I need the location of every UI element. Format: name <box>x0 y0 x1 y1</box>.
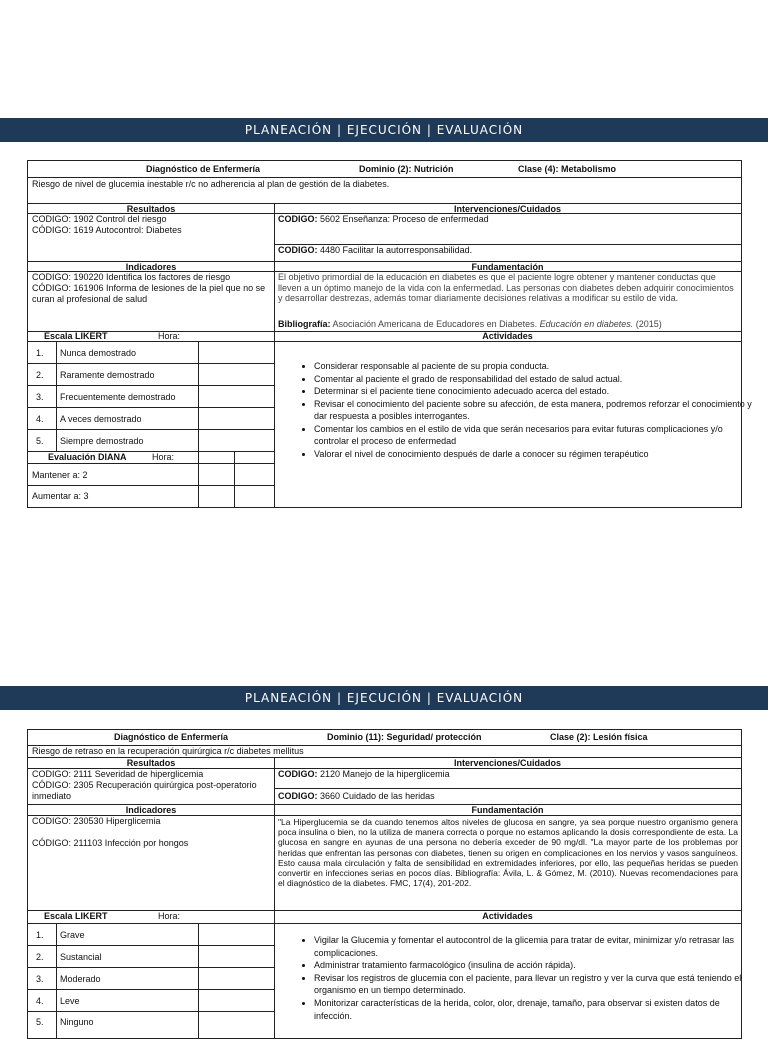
resultado-1: CODIGO: 1902 Control del riesgo <box>32 214 167 224</box>
aumentar-value: Aumentar a: 3 <box>32 491 89 501</box>
intervenciones-header: Intervenciones/Cuidados <box>453 204 562 214</box>
likert-number: 2. <box>36 952 44 962</box>
diagnosis-text: Riesgo de retraso en la recuperación quirúrgica r/c diabetes mellitus <box>32 746 304 756</box>
section2-care-plan-table <box>27 729 742 1039</box>
likert-number: 5. <box>36 1017 44 1027</box>
likert-label: Frecuentemente demostrado <box>60 392 176 402</box>
actividad-item: • Comentar los cambios en el estilo de vida que serán necesarios para evitar futuras complicaciones y/o controlar el proceso de enfermedad <box>314 423 754 448</box>
likert-label: Moderado <box>60 974 101 984</box>
resultado-1: CODIGO: 2111 Severidad de hiperglicemia <box>32 769 204 779</box>
indicador-1: CODIGO: 230530 Hiperglicemia <box>32 816 161 826</box>
indicador-1: CODIGO: 190220 Identifica los factores de riesgo <box>32 272 231 282</box>
actividades-header: Actividades <box>482 331 533 341</box>
indicadores-header: Indicadores <box>125 805 177 815</box>
likert-number: 1. <box>36 348 44 358</box>
likert-number: 4. <box>36 996 44 1006</box>
escala-likert-label: Escala LIKERT <box>44 331 108 341</box>
likert-label: A veces demostrado <box>60 414 142 424</box>
fundamentacion-header: Fundamentación <box>471 805 544 815</box>
hora-label: Hora: <box>158 911 181 921</box>
resultado-2: CÓDIGO: 1619 Autocontrol: Diabetes <box>32 225 182 235</box>
diagnostico-label: Diagnóstico de Enfermería <box>146 164 261 174</box>
bibliografia: Bibliografía: Asociación Americana de Educadores en Diabetes. Educación en diabetes. (2015) <box>278 319 662 329</box>
fundamentacion-text: El objetivo primordial de la educación en diabetes es que el paciente logre obtener y mantener conductas que lleven a un óptimo manejo de la vida con la enfermedad. Las personas con diabetes deben adquirir conocimientos y desarrollar destrezas, además tomar diariamente decisiones relativas a modificar su estilo de vida. <box>278 272 734 303</box>
resultados-header: Resultados <box>126 204 176 214</box>
mantener-value: Mantener a: 2 <box>32 470 88 480</box>
actividad-item: • Determinar si el paciente tiene conocimiento adecuado acerca del estado. <box>314 385 754 398</box>
actividad-item: • Vigilar la Glucemia y fomentar el autocontrol de la glicemia para tratar de evitar, minimizar y/o retrasar las complicaciones. <box>314 934 760 959</box>
likert-label: Leve <box>60 996 80 1006</box>
resultado-2: CÓDIGO: 2305 Recuperación quirúrgica post-operatorio inmediato <box>32 780 257 801</box>
likert-label: Nunca demostrado <box>60 348 137 358</box>
dominio-label: Dominio (11): Seguridad/ protección <box>327 732 482 742</box>
likert-label: Sustancial <box>60 952 102 962</box>
actividad-item: • Revisar el conocimiento del paciente sobre su afección, de esta manera, podremos reforzar el conocimiento y dar respuesta a posibles interrogantes. <box>314 398 754 423</box>
likert-label: Grave <box>60 930 85 940</box>
indicador-2: CÓDIGO: 211103 Infección por hongos <box>32 838 189 848</box>
indicadores-header: Indicadores <box>125 262 177 272</box>
resultados-header: Resultados <box>126 758 176 768</box>
hora-label: Hora: <box>158 331 181 341</box>
actividades-header: Actividades <box>482 911 533 921</box>
section1-care-plan-table <box>27 160 752 508</box>
likert-number: 3. <box>36 974 44 984</box>
likert-label: Ninguno <box>60 1017 94 1027</box>
actividad-item: • Comentar al paciente el grado de responsabilidad del estado de salud actual. <box>314 373 754 386</box>
likert-number: 1. <box>36 930 44 940</box>
actividades-list <box>292 360 754 460</box>
escala-likert-label: Escala LIKERT <box>44 911 108 921</box>
clase-label: Clase (4): Metabolismo <box>518 164 617 174</box>
intervencion-2: CODIGO: 4480 Facilitar la autorresponsabilidad. <box>278 245 473 255</box>
likert-number: 5. <box>36 436 44 446</box>
likert-label: Raramente demostrado <box>60 370 155 380</box>
evaluacion-diana-label: Evaluación DIANA <box>48 452 127 462</box>
actividad-item: • Monitorizar características de la herida, color, olor, drenaje, tamaño, para observar si existen datos de infección. <box>314 997 760 1022</box>
diagnostico-label: Diagnóstico de Enfermería <box>114 732 229 742</box>
section2-banner: PLANEACIÓN | EJECUCIÓN | EVALUACIÓN <box>0 686 768 710</box>
diana-hora-label: Hora: <box>152 452 175 462</box>
intervenciones-header: Intervenciones/Cuidados <box>453 758 562 768</box>
intervencion-2: CODIGO: 3660 Cuidado de las heridas <box>278 791 435 801</box>
likert-number: 2. <box>36 370 44 380</box>
actividad-item: • Administrar tratamiento farmacológico (insulina de acción rápida). <box>314 959 760 972</box>
likert-number: 4. <box>36 414 44 424</box>
actividades-list <box>292 934 760 1022</box>
intervencion-1: CODIGO: 5602 Enseñanza: Proceso de enfermedad <box>278 214 489 224</box>
actividad-item: • Valorar el nivel de conocimiento después de darle a conocer su régimen terapéutico <box>314 448 754 461</box>
dominio-label: Dominio (2): Nutrición <box>359 164 454 174</box>
fundamentacion-text: "La Hiperglucemia se da cuando tenemos altos niveles de glucosa en sangre, ya sea porque nuestro organismo genera poca insulina o bien, no la utiliza de manera correcta o porque no estamos aplicando la dosis correspondiente de esta. La glucosa en sangre en ayunas de una persona no debería exceder de 90 mg/dl. "La mayor parte de los problemas por heridas que enfrentan las personas con diabetes, tienen su origen en complicaciones en los nervios y vasos sanguíneos. Esto causa mala circulación y falta de sensibilidad en extremidades inferiores, por ello, las pequeñas heridas se pueden convertir en infecciones serias en pocos días. Bibliografía: Ávila, L. & Gómez, M. (2010). Nuevas recomendaciones para el diagnóstico de la diabetes. FMC, 17(4), 201-202. <box>278 817 738 889</box>
clase-label: Clase (2): Lesión física <box>550 732 648 742</box>
likert-label: Siempre demostrado <box>60 436 144 446</box>
fundamentacion-header: Fundamentación <box>471 262 544 272</box>
actividad-item: • Considerar responsable al paciente de su propia conducta. <box>314 360 754 373</box>
diagnosis-text: Riesgo de nivel de glucemia inestable r/c no adherencia al plan de gestión de la diabetes. <box>32 179 390 189</box>
indicador-2: CÓDIGO: 161906 Informa de lesiones de la piel que no se curan al profesional de salud <box>32 283 266 304</box>
section1-banner: PLANEACIÓN | EJECUCIÓN | EVALUACIÓN <box>0 118 768 142</box>
intervencion-1: CODIGO: 2120 Manejo de la hiperglicemia <box>278 769 450 779</box>
actividad-item: • Revisar los registros de glucemia con el paciente, para llevar un registro y ver la curva que está teniendo el organismo en un tiempo determinado. <box>314 972 760 997</box>
likert-number: 3. <box>36 392 44 402</box>
